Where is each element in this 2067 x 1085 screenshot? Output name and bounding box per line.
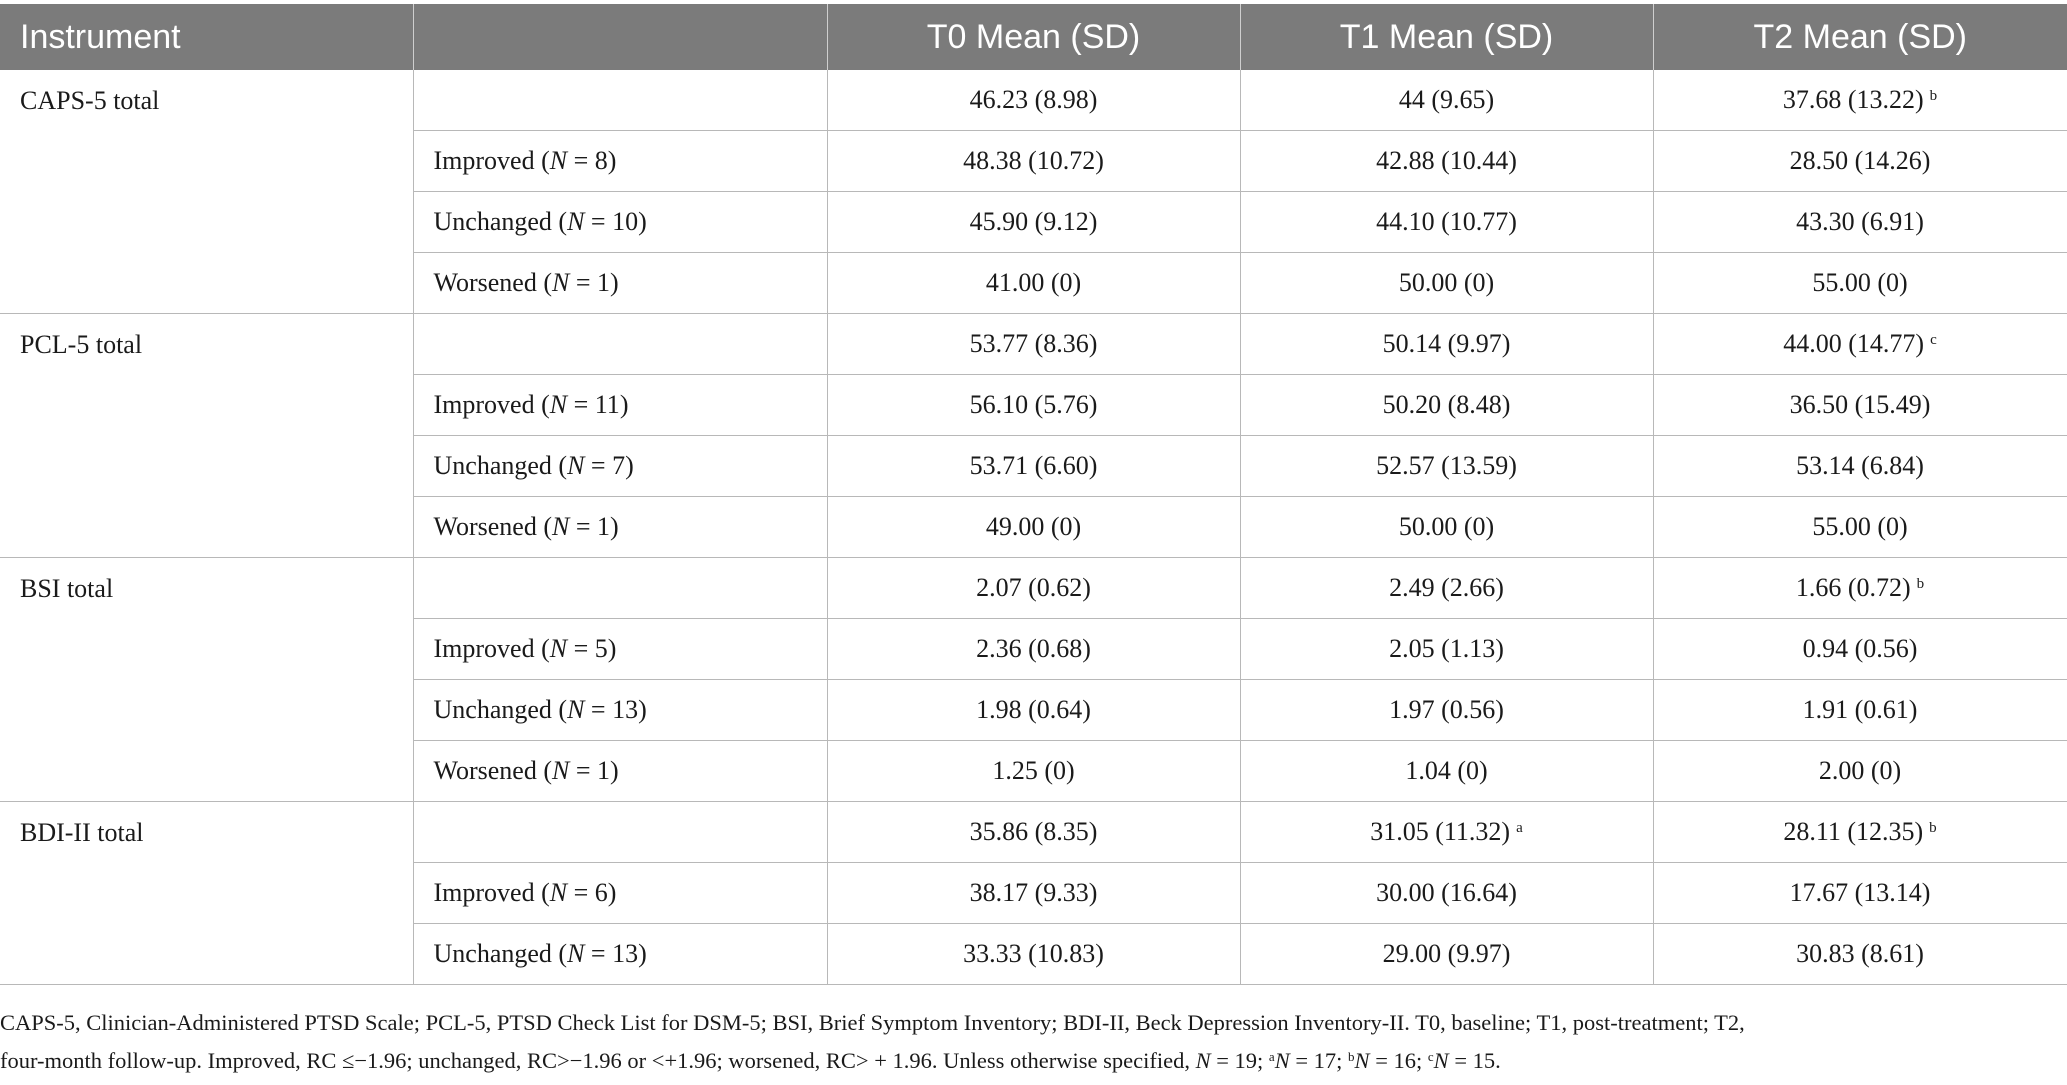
subgroup-n: 7 [612,451,626,480]
subgroup-label: Unchanged ( [433,451,568,480]
t2-value: 44.00 (14.77) [1783,329,1925,358]
t2-value: 1.91 (0.61) [1802,695,1918,724]
t1-footnote-mark: a [1516,820,1523,836]
t2-value: 55.00 (0) [1812,268,1908,297]
t0-value-cell [827,802,1240,863]
t2-value: 30.83 (8.61) [1796,939,1924,968]
t0-value: 49.00 (0) [985,512,1082,541]
subgroup-n: 5 [594,634,608,663]
t0-value-cell [827,436,1240,497]
subgroup-cell: Worsened (N = 1) [413,741,827,802]
t0-value: 46.23 (8.98) [969,85,1098,114]
subgroup-label: Unchanged ( [433,207,568,236]
subgroup-label: Worsened ( [433,756,552,785]
t1-value-cell [1240,924,1653,985]
t1-value-cell [1240,131,1653,192]
t0-value: 45.90 (9.12) [969,207,1098,236]
t1-value-cell [1240,558,1653,619]
footnote-n-symbol-c: N [1433,1048,1449,1073]
t0-value-cell [827,253,1240,314]
t2-value-cell [1653,680,2067,741]
t2-value-cell [1653,497,2067,558]
t0-value: 33.33 (10.83) [963,939,1104,968]
t2-value: 36.50 (15.49) [1789,390,1931,419]
t0-value-cell [827,741,1240,802]
subgroup-cell: Unchanged (N = 7) [413,436,827,497]
n-symbol: N [551,756,570,785]
instrument-cell: PCL-5 total [0,314,413,558]
t2-value-cell [1653,924,2067,985]
t2-value-cell [1653,863,2067,924]
t0-value: 53.77 (8.36) [969,329,1098,358]
footnote-mark-b: b [1348,1049,1355,1064]
n-symbol: N [567,207,585,236]
t2-value: 28.11 (12.35) [1783,817,1924,846]
subgroup-label: Worsened ( [433,268,552,297]
t1-value: 44 (9.65) [1398,85,1495,114]
t0-value: 2.07 (0.62) [976,573,1091,602]
t2-value: 1.66 (0.72) [1795,573,1911,602]
t1-value-cell [1240,680,1653,741]
header-t0: T0 Mean (SD) [827,4,1240,70]
instrument-cell: BDI-II total [0,802,413,985]
t0-value-cell [827,131,1240,192]
t2-value-cell [1653,619,2067,680]
t1-value: 2.49 (2.66) [1389,573,1504,602]
t1-value-cell [1240,314,1653,375]
t0-value: 38.17 (9.33) [969,878,1098,907]
t1-value: 1.04 (0) [1405,756,1488,785]
t2-value-cell [1653,375,2067,436]
subgroup-cell: Improved (N = 8) [413,131,827,192]
t0-value-cell [827,375,1240,436]
t1-value-cell [1240,375,1653,436]
t1-value: 2.05 (1.13) [1389,634,1504,663]
subgroup-n: 13 [612,939,639,968]
t1-value-cell [1240,192,1653,253]
t1-value: 50.00 (0) [1398,268,1495,297]
t2-footnote-mark: b [1929,88,1938,104]
n-symbol: N [551,512,570,541]
t0-value-cell [827,192,1240,253]
subgroup-label: Improved ( [433,634,550,663]
subgroup-cell: Improved (N = 5) [413,619,827,680]
subgroup-cell [413,70,827,131]
instrument-cell: BSI total [0,558,413,802]
subgroup-n: 8 [594,146,608,175]
footnote-line-2 [0,1040,2040,1078]
t1-value-cell [1240,802,1653,863]
t1-value-cell [1240,863,1653,924]
t1-value: 29.00 (9.97) [1382,939,1511,968]
subgroup-label: Worsened ( [433,512,552,541]
t2-value: 37.68 (13.22) [1782,85,1924,114]
subgroup-label: Unchanged ( [433,939,568,968]
t0-value: 1.25 (0) [992,756,1075,785]
table-row [0,802,2067,863]
t1-value: 44.10 (10.77) [1376,207,1517,236]
t2-value: 43.30 (6.91) [1796,207,1924,236]
n-symbol: N [551,268,570,297]
t0-value: 2.36 (0.68) [976,634,1091,663]
table-row [0,314,2067,375]
n-symbol: N [567,939,585,968]
subgroup-cell: Improved (N = 11) [413,375,827,436]
t1-value-cell [1240,497,1653,558]
subgroup-label: Improved ( [433,146,550,175]
footnote-n-symbol-a: N [1274,1048,1290,1073]
footnote-mark-a: a [1268,1049,1275,1064]
table-footnote [0,1006,2040,1078]
footnote-mark-c: c [1427,1049,1434,1064]
n-symbol: N [567,695,585,724]
subgroup-cell [413,558,827,619]
t2-value: 2.00 (0) [1818,756,1902,785]
t0-value-cell [827,497,1240,558]
t2-footnote-mark: c [1930,332,1937,348]
table-row [0,70,2067,131]
results-table-container [0,4,2067,985]
header-instrument: Instrument [0,4,413,70]
subgroup-n: 1 [597,512,610,541]
t2-value: 55.00 (0) [1812,512,1908,541]
t0-value: 48.38 (10.72) [963,146,1104,175]
subgroup-label: Improved ( [433,878,550,907]
t1-value: 30.00 (16.64) [1376,878,1517,907]
t1-value: 52.57 (13.59) [1376,451,1517,480]
t0-value-cell [827,680,1240,741]
t2-value-cell [1653,802,2067,863]
t0-value-cell [827,558,1240,619]
footnote-b-text: = 16; [1369,1048,1428,1073]
table-body [0,70,2067,985]
footnote-n-all: = 19; [1210,1048,1269,1073]
header-row [0,4,2067,70]
subgroup-n: 6 [594,878,608,907]
t0-value-cell [827,314,1240,375]
subgroup-n: 1 [597,268,610,297]
t2-value-cell [1653,131,2067,192]
t2-footnote-mark: b [1916,576,1925,592]
results-table [0,4,2067,985]
t1-value-cell [1240,741,1653,802]
t1-value-cell [1240,619,1653,680]
t1-value: 31.05 (11.32) [1370,817,1511,846]
n-symbol: N [549,634,568,663]
t1-value: 1.97 (0.56) [1389,695,1504,724]
t1-value-cell [1240,436,1653,497]
t2-footnote-mark: b [1929,820,1937,836]
n-symbol: N [549,390,568,419]
footnote-n-symbol-b: N [1354,1048,1370,1073]
n-symbol: N [549,878,568,907]
t1-value: 50.14 (9.97) [1382,329,1511,358]
instrument-cell: CAPS-5 total [0,70,413,314]
t2-value-cell [1653,741,2067,802]
footnote-n-symbol: N [1195,1048,1211,1073]
table-row [0,558,2067,619]
subgroup-cell: Unchanged (N = 13) [413,924,827,985]
t2-value: 53.14 (6.84) [1796,451,1924,480]
header-subgroup [413,4,827,70]
t2-value: 28.50 (14.26) [1789,146,1931,175]
t2-value-cell [1653,253,2067,314]
subgroup-cell [413,802,827,863]
subgroup-n: 10 [612,207,639,236]
t0-value: 53.71 (6.60) [969,451,1098,480]
footnote-line-1: CAPS-5, Clinician-Administered PTSD Scale; PCL-5, PTSD Check List for DSM-5; BSI, Brief Symptom Inventory; BDI-II, Beck Depression Inventory-II. T0, baseline; T1, post-treatment; T2, [0,1010,1745,1035]
t0-value-cell [827,619,1240,680]
t2-value-cell [1653,70,2067,131]
subgroup-n: 13 [612,695,639,724]
n-symbol: N [549,146,568,175]
t1-value-cell [1240,253,1653,314]
header-t2: T2 Mean (SD) [1653,4,2067,70]
t0-value-cell [827,863,1240,924]
subgroup-label: Improved ( [433,390,550,419]
subgroup-cell [413,314,827,375]
subgroup-cell: Worsened (N = 1) [413,497,827,558]
n-symbol: N [567,451,585,480]
t0-value-cell [827,924,1240,985]
subgroup-label: Unchanged ( [433,695,568,724]
footnote-main-text: four-month follow-up. Improved, RC ≤−1.96; unchanged, RC>−1.96 or <+1.96; worsened, RC> + 1.96. Unless otherwise specified, [0,1048,1196,1073]
t2-value-cell [1653,192,2067,253]
subgroup-n: 11 [594,390,620,419]
header-t1: T1 Mean (SD) [1240,4,1653,70]
subgroup-cell: Improved (N = 6) [413,863,827,924]
t2-value-cell [1653,314,2067,375]
t2-value: 0.94 (0.56) [1802,634,1918,663]
t0-value: 35.86 (8.35) [969,817,1098,846]
t1-value: 50.20 (8.48) [1382,390,1511,419]
footnote-c-text: = 15. [1448,1048,1501,1073]
subgroup-cell: Unchanged (N = 10) [413,192,827,253]
t0-value-cell [827,70,1240,131]
subgroup-n: 1 [597,756,610,785]
t0-value: 1.98 (0.64) [976,695,1091,724]
t2-value-cell [1653,558,2067,619]
subgroup-cell: Unchanged (N = 13) [413,680,827,741]
t0-value: 56.10 (5.76) [969,390,1098,419]
t1-value-cell [1240,70,1653,131]
t2-value: 17.67 (13.14) [1789,878,1931,907]
t1-value: 42.88 (10.44) [1376,146,1517,175]
footnote-a-text: = 17; [1289,1048,1349,1073]
subgroup-cell: Worsened (N = 1) [413,253,827,314]
t2-value-cell [1653,436,2067,497]
t1-value: 50.00 (0) [1398,512,1495,541]
t0-value: 41.00 (0) [985,268,1082,297]
